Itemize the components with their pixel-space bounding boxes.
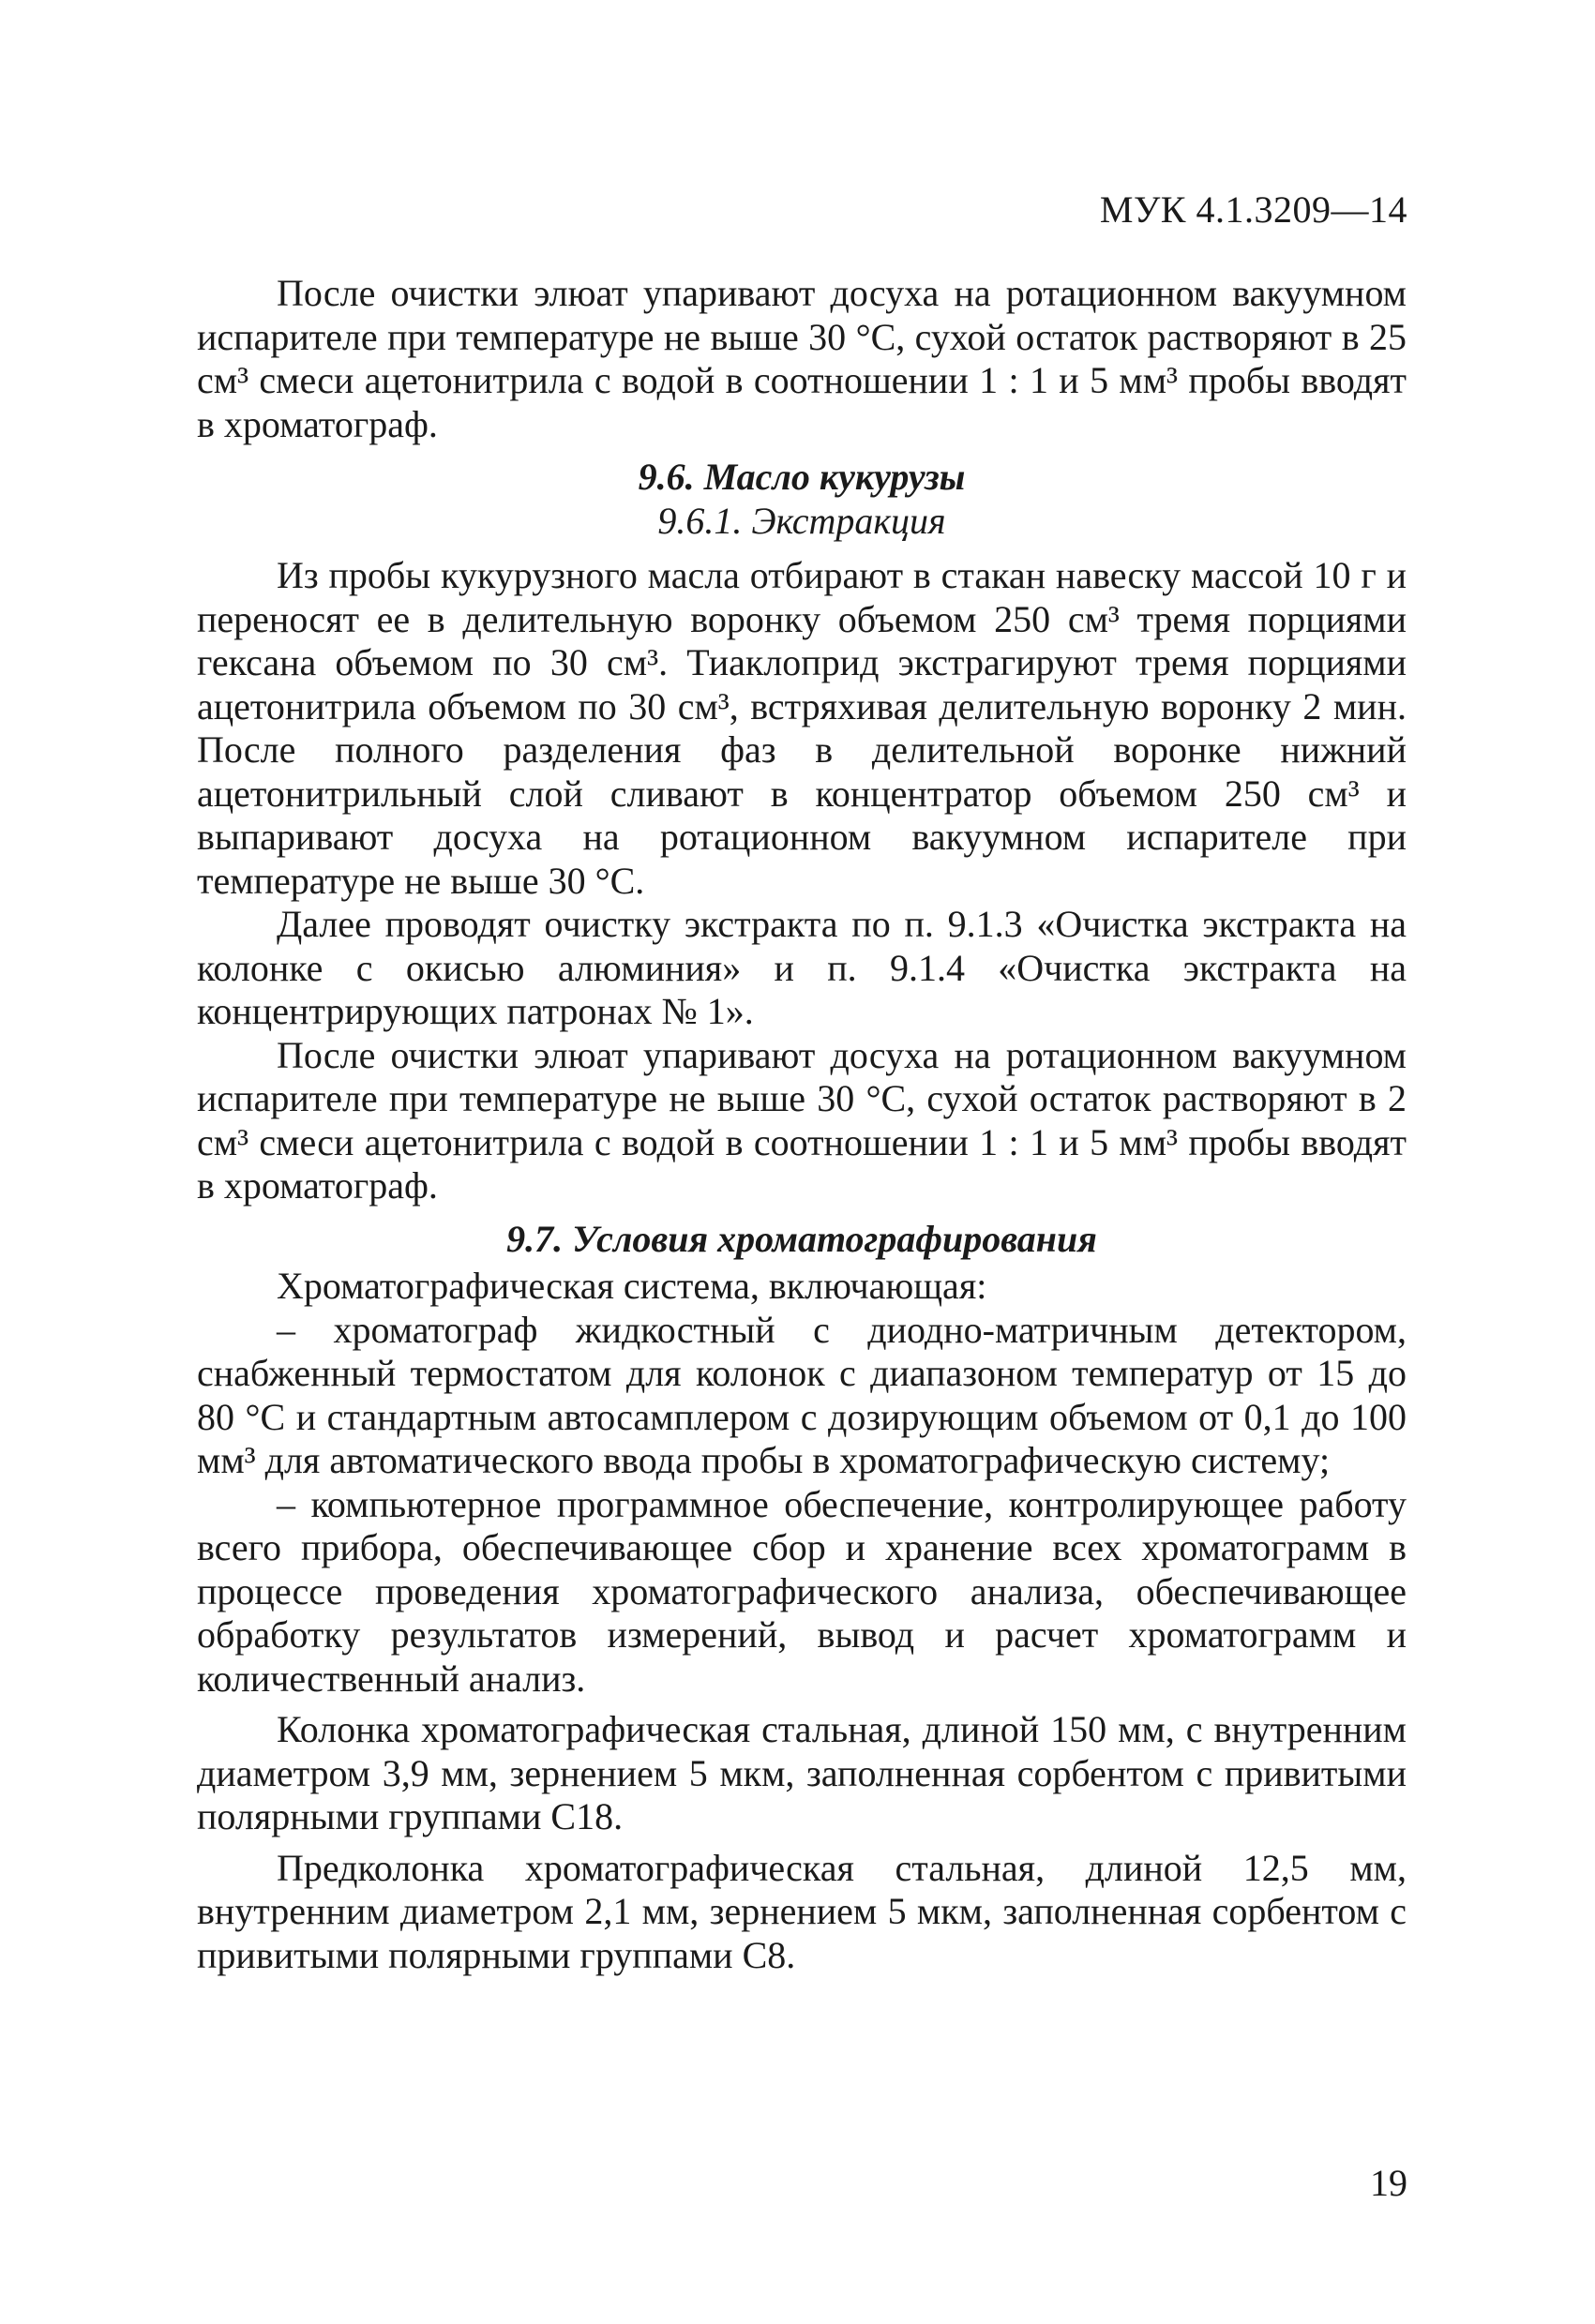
paragraph-eluate-evaporation-1: После очистки элюат упаривают досуха на ротационном вакуумном испарителе при температуре не выше 30 °C, сухой остаток растворяют в 25 см³ смеси ацетонитрила с водой в соотношении 1 : 1 и 5 мм³ пробы вводят в хроматограф. <box>197 272 1407 445</box>
document-code-header: МУК 4.1.3209—14 <box>1099 188 1407 231</box>
paragraph-extract-cleanup: Далее проводят очистку экстракта по п. 9.1.3 «Очистка экстракта на колонке с окисью алюминия» и п. 9.1.4 «Очистка экстракта на концентрирующих патронах № 1». <box>197 903 1407 1032</box>
list-item-chromatograph: – хроматограф жидкостный с диодно-матричным детектором, снабженный термостатом для колонок с диапазоном температур от 15 до 80 °C и стандартным автосамплером с дозирующим объемом от 0,1 до 100 мм³ для автоматического ввода пробы в хроматографическую систему; <box>197 1308 1407 1481</box>
section-title-corn-oil: 9.6. Масло кукурузы <box>638 456 966 498</box>
paragraph-column: Колонка хроматографическая стальная, длиной 150 мм, с внутренним диаметром 3,9 мм, зернением 5 мкм, заполненная сорбентом с привитыми полярными группами С18. <box>197 1708 1407 1837</box>
page-body <box>197 187 1407 1977</box>
paragraph-precolumn: Предколонка хроматографическая стальная, длиной 12,5 мм, внутренним диаметром 2,1 мм, зернением 5 мкм, заполненная сорбентом с привитыми полярными группами С8. <box>197 1846 1407 1976</box>
subsection-title-extraction: 9.6.1. Экстракция <box>657 499 946 542</box>
paragraph-eluate-evaporation-2: После очистки элюат упаривают досуха на ротационном вакуумном испарителе при температуре не выше 30 °C, сухой остаток растворяют в 2 см³ смеси ацетонитрила с водой в соотношении 1 : 1 и 5 мм³ пробы вводят в хроматограф. <box>197 1033 1407 1207</box>
section-title-chromatography-conditions: 9.7. Условия хроматографирования <box>506 1217 1097 1260</box>
page-number: 19 <box>1370 2162 1407 2204</box>
paragraph-corn-oil-extraction: Из пробы кукурузного масла отбирают в стакан навеску массой 10 г и переносят ее в делительную воронку объемом 250 см³ тремя порциями гексана объемом по 30 см³. Тиаклоприд экстрагируют тремя порциями ацетонитрила объемом по 30 см³, встряхивая делительную воронку 2 мин. После полного разделения фаз в делительной воронке нижний ацетонитрильный слой сливают в концентратор объемом 250 см³ и выпаривают досуха на ротационном вакуумном испарителе при температуре не выше 30 °C. <box>197 554 1407 902</box>
list-item-software: – компьютерное программное обеспечение, контролирующее работу всего прибора, обеспечивающее сбор и хранение всех хроматограмм в процессе проведения хроматографического анализа, обеспечивающее обработку результатов измерений, вывод и расчет хроматограмм и количественный анализ. <box>197 1482 1407 1700</box>
paragraph-system-intro: Хроматографическая система, включающая: <box>277 1265 987 1307</box>
